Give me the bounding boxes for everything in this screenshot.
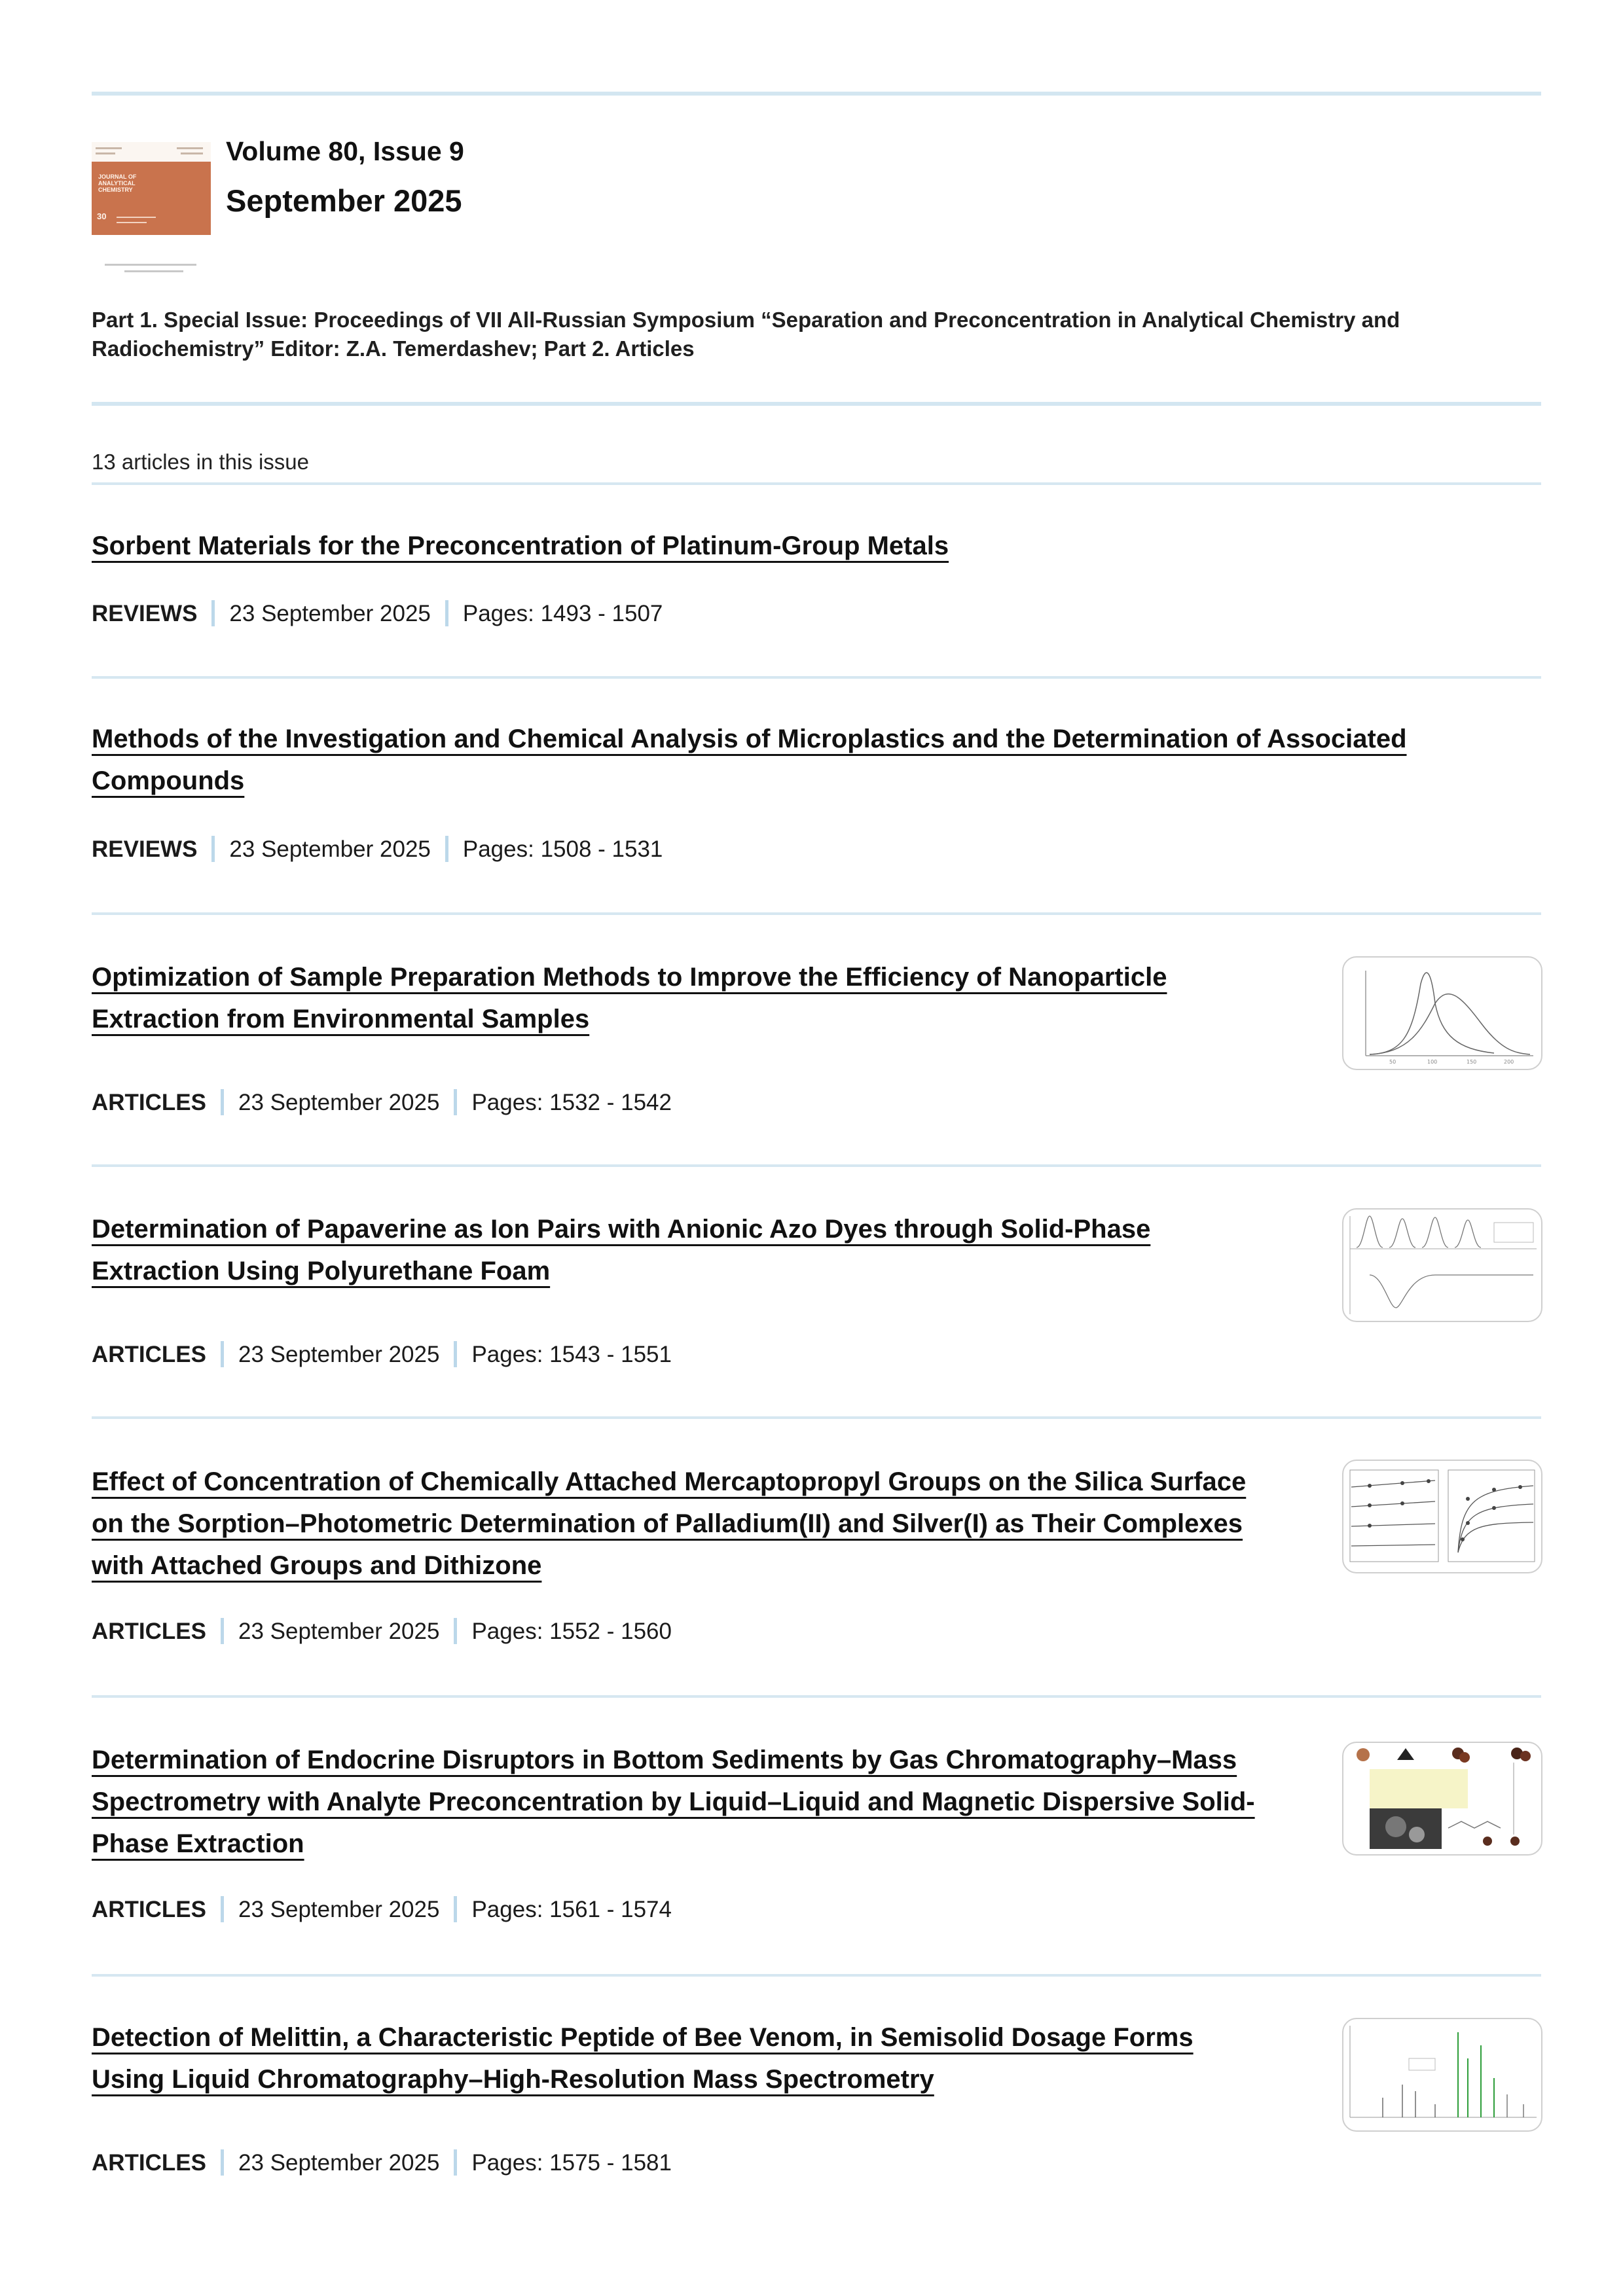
article-thumbnail[interactable] (1342, 1460, 1542, 1573)
article-thumbnail[interactable] (1342, 1742, 1542, 1856)
article-date: 23 September 2025 (238, 1342, 440, 1367)
article-meta (92, 600, 663, 627)
article-title-link[interactable]: Determination of Papaverine as Ion Pairs with Anionic Azo Dyes through Solid-Phase Extraction Using Polyurethane Foam (92, 1215, 1151, 1285)
article-meta (92, 1089, 672, 1116)
article-count: 13 articles in this issue (92, 450, 309, 474)
article-date: 23 September 2025 (238, 1090, 440, 1115)
article-meta (92, 2149, 672, 2176)
article-divider (92, 1695, 1541, 1698)
article-title-link[interactable]: Sorbent Materials for the Preconcentration of Platinum-Group Metals (92, 531, 949, 560)
article-title-link[interactable]: Determination of Endocrine Disruptors in Bottom Sediments by Gas Chromatography–Mass Spectrometry with Analyte Preconcentration by Liquid–Liquid and Magnetic Dispersive Solid-Phase Extraction (92, 1746, 1255, 1858)
article-divider (92, 1416, 1541, 1419)
issue-month: September 2025 (226, 183, 462, 218)
cover-title: JOURNAL OF ANALYTICAL CHEMISTRY (98, 173, 137, 193)
volume-label: Volume 80, Issue 9 (226, 136, 464, 166)
article-divider (92, 912, 1541, 915)
article-type: REVIEWS (92, 601, 198, 626)
article-title-link[interactable]: Effect of Concentration of Chemically Attached Mercaptopropyl Groups on the Silica Surface on the Sorption–Photometric Determination of Palladium(II) and Silver(I) as Their Complexes with Attached Groups and Dithizone (92, 1467, 1247, 1580)
header-divider (92, 402, 1541, 406)
svg-text:50: 50 (1389, 1059, 1396, 1065)
article-type: REVIEWS (92, 836, 198, 862)
article-type: ARTICLES (92, 2150, 206, 2176)
article-thumbnail[interactable] (1342, 2018, 1542, 2132)
article-thumbnail[interactable] (1342, 1208, 1542, 1322)
article-date: 23 September 2025 (238, 2150, 440, 2176)
article-date: 23 September 2025 (229, 836, 431, 862)
journal-cover-image[interactable]: JOURNAL OF ANALYTICAL CHEMISTRY 30 (92, 142, 211, 286)
article-item (92, 1461, 1541, 1644)
article-pages: Pages: 1508 - 1531 (462, 836, 663, 862)
article-item (92, 956, 1541, 1115)
article-title-link[interactable]: Methods of the Investigation and Chemical Analysis of Microplastics and the Determination of Associated Compounds (92, 725, 1407, 795)
article-type: ARTICLES (92, 1619, 206, 1644)
article-date: 23 September 2025 (238, 1897, 440, 1922)
article-divider (92, 1164, 1541, 1167)
article-item (92, 525, 1541, 626)
article-meta (92, 836, 663, 863)
article-pages: Pages: 1532 - 1542 (471, 1090, 672, 1115)
svg-text:200: 200 (1504, 1059, 1514, 1065)
article-item (92, 1208, 1541, 1367)
article-pages: Pages: 1493 - 1507 (462, 601, 663, 626)
svg-text:100: 100 (1427, 1059, 1438, 1065)
article-divider (92, 676, 1541, 679)
article-pages: Pages: 1561 - 1574 (471, 1897, 672, 1922)
article-pages: Pages: 1543 - 1551 (471, 1342, 672, 1367)
svg-text:150: 150 (1467, 1059, 1477, 1065)
list-divider (92, 482, 1541, 485)
issue-description: Part 1. Special Issue: Proceedings of VII All-Russian Symposium “Separation and Preconcentration in Analytical Chemistry and Radiochemistry” Editor: Z.A. Temerdashev; Part 2. Articles (92, 308, 1400, 361)
article-type: ARTICLES (92, 1342, 206, 1367)
article-item (92, 718, 1541, 862)
article-meta (92, 1896, 672, 1923)
article-item (92, 2017, 1541, 2176)
article-date: 23 September 2025 (229, 601, 431, 626)
article-pages: Pages: 1552 - 1560 (471, 1619, 672, 1644)
article-pages: Pages: 1575 - 1581 (471, 2150, 672, 2176)
article-type: ARTICLES (92, 1090, 206, 1115)
article-title-link[interactable]: Optimization of Sample Preparation Methods to Improve the Efficiency of Nanoparticle Extraction from Environmental Samples (92, 963, 1167, 1033)
article-date: 23 September 2025 (238, 1619, 440, 1644)
article-divider (92, 1974, 1541, 1977)
article-type: ARTICLES (92, 1897, 206, 1922)
article-thumbnail[interactable] (1342, 956, 1542, 1070)
article-title-link[interactable]: Detection of Melittin, a Characteristic Peptide of Bee Venom, in Semisolid Dosage Forms Using Liquid Chromatography–High-Resolution Mass Spectrometry (92, 2023, 1194, 2094)
article-item (92, 1739, 1541, 1922)
top-divider (92, 92, 1541, 96)
article-meta (92, 1618, 672, 1645)
article-meta (92, 1341, 672, 1368)
